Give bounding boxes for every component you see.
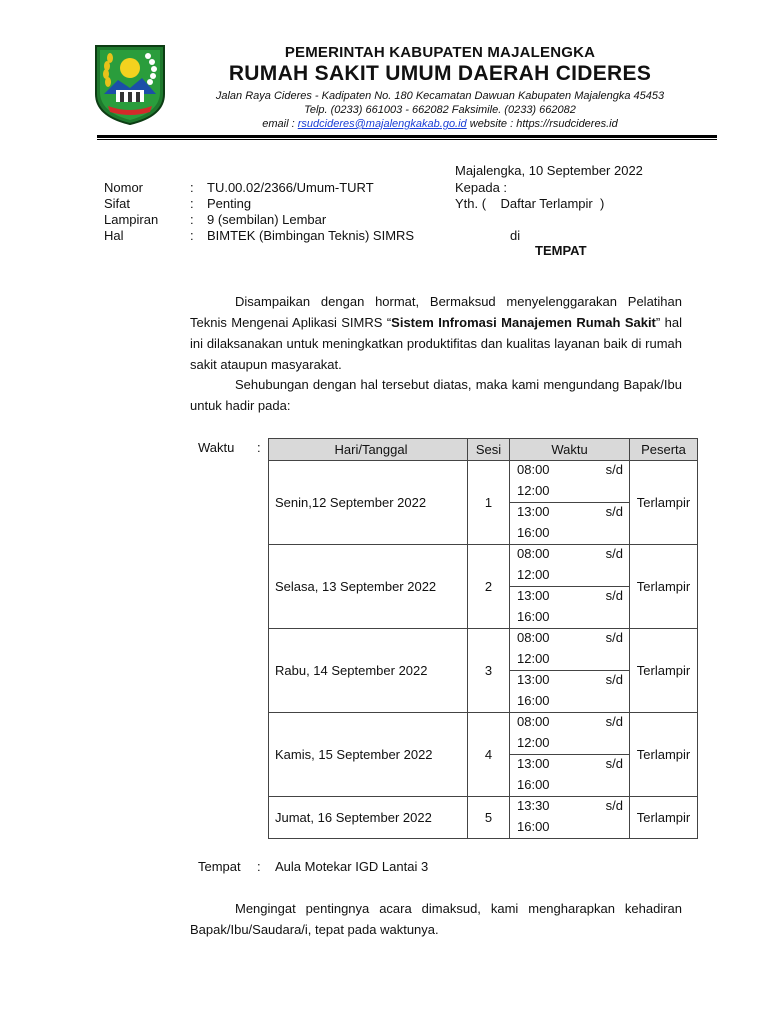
slot-end: 12:00	[517, 567, 550, 582]
meta-label: Sifat	[104, 196, 131, 211]
header-hari-tanggal: Hari/Tanggal	[269, 439, 468, 461]
slot-end: 16:00	[517, 609, 550, 624]
slot-start: 08:00	[517, 630, 550, 645]
slot-start: 13:30	[517, 798, 550, 813]
tempat-heading: TEMPAT	[535, 243, 587, 258]
row-peserta: Terlampir	[630, 713, 698, 797]
time-slot	[510, 502, 629, 544]
meta-value: Penting	[207, 196, 252, 211]
email-link[interactable]: rsudcideres@majalengkakab.go.id	[297, 118, 467, 130]
slot-start: 13:00	[517, 756, 550, 771]
slot-end: 12:00	[517, 651, 550, 666]
slot-sd: s/d	[605, 546, 623, 561]
venue-colon: :	[257, 859, 261, 874]
time-slot	[510, 797, 629, 838]
venue-label: Tempat	[198, 859, 241, 874]
slot-sd: s/d	[605, 756, 623, 771]
slot-sd: s/d	[605, 462, 623, 477]
table-row	[269, 545, 698, 629]
regency-logo	[90, 42, 170, 126]
paragraph-intro	[190, 291, 682, 375]
time-slot	[510, 545, 629, 586]
header-peserta: Peserta	[630, 439, 698, 461]
table-row	[269, 713, 698, 797]
table-row	[269, 629, 698, 713]
time-slot	[510, 713, 629, 754]
letter-date: Majalengka, 10 September 2022	[455, 163, 643, 178]
hospital-contact	[180, 117, 700, 131]
header-divider-thin	[97, 139, 717, 140]
row-peserta: Terlampir	[630, 797, 698, 839]
government-name: PEMERINTAH KABUPATEN MAJALENGKA	[284, 44, 596, 61]
slot-start: 13:00	[517, 588, 550, 603]
schedule-colon: :	[257, 440, 261, 455]
table-row	[269, 797, 698, 839]
email-prefix: email :	[262, 118, 298, 130]
paragraph-closing: Mengingat pentingnya acara dimaksud, kami mengharapkan kehadiran Bapak/Ibu/Saudara/i, tepat pada waktunya.	[190, 901, 682, 937]
meta-colon: :	[190, 212, 194, 227]
time-slot	[510, 629, 629, 670]
row-peserta: Terlampir	[630, 461, 698, 545]
row-sesi: 4	[468, 713, 510, 797]
time-slot	[510, 586, 629, 628]
row-times	[510, 461, 630, 545]
header-sesi: Sesi	[468, 439, 510, 461]
row-times	[510, 713, 630, 797]
slot-sd: s/d	[605, 504, 623, 519]
time-slot	[510, 670, 629, 712]
row-sesi: 3	[468, 629, 510, 713]
row-times	[510, 629, 630, 713]
row-day: Selasa, 13 September 2022	[269, 545, 468, 629]
row-day: Rabu, 14 September 2022	[269, 629, 468, 713]
row-day: Kamis, 15 September 2022	[269, 713, 468, 797]
meta-value: 9 (sembilan) Lembar	[207, 212, 327, 227]
slot-start: 13:00	[517, 672, 550, 687]
row-times	[510, 545, 630, 629]
intro-text-bold: Sistem Infromasi Manajemen Rumah Sakit	[391, 315, 656, 330]
schedule-table	[268, 438, 698, 839]
hospital-address: Jalan Raya Cideres - Kadipaten No. 180 Kecamatan Dawuan Kabupaten Majalengka 45453	[215, 90, 665, 102]
row-sesi: 1	[468, 461, 510, 545]
row-day: Senin,12 September 2022	[269, 461, 468, 545]
meta-label: Hal	[104, 228, 124, 243]
meta-colon: :	[190, 180, 194, 195]
slot-sd: s/d	[605, 798, 623, 813]
table-header-row	[269, 439, 698, 461]
hospital-name: RUMAH SAKIT UMUM DAERAH CIDERES	[228, 62, 652, 85]
meta-colon: :	[190, 196, 194, 211]
meta-label: Nomor	[104, 180, 144, 195]
slot-start: 13:00	[517, 504, 550, 519]
row-sesi: 5	[468, 797, 510, 839]
header-divider-thick	[97, 135, 717, 138]
row-times	[510, 797, 630, 839]
slot-start: 08:00	[517, 546, 550, 561]
row-sesi: 2	[468, 545, 510, 629]
meta-value: BIMTEK (Bimbingan Teknis) SIMRS	[207, 228, 415, 243]
di-label: di	[510, 228, 521, 243]
header-waktu: Waktu	[510, 439, 630, 461]
regency-emblem-icon	[90, 42, 170, 126]
kepada-label: Kepada :	[455, 180, 508, 195]
paragraph-invitation: Sehubungan dengan hal tersebut diatas, maka kami mengundang Bapak/Ibu untuk hadir pada:	[190, 377, 682, 413]
slot-end: 16:00	[517, 777, 550, 792]
row-peserta: Terlampir	[630, 629, 698, 713]
row-peserta: Terlampir	[630, 545, 698, 629]
slot-end: 12:00	[517, 735, 550, 750]
hospital-phone: Telp. (0233) 661003 - 662082 Faksimile. (0233) 662082	[304, 104, 576, 116]
meta-value: TU.00.02/2366/Umum-TURT	[207, 180, 374, 195]
slot-start: 08:00	[517, 462, 550, 477]
letterhead	[180, 42, 700, 131]
slot-sd: s/d	[605, 672, 623, 687]
slot-end: 16:00	[517, 693, 550, 708]
slot-sd: s/d	[605, 714, 623, 729]
meta-colon: :	[190, 228, 194, 243]
time-slot	[510, 461, 629, 502]
schedule-label: Waktu	[198, 440, 235, 455]
slot-end: 16:00	[517, 819, 550, 834]
table-row	[269, 461, 698, 545]
website-text: website : https://rsudcideres.id	[466, 118, 618, 130]
intro-text-b: ” hal ini dilaksanakan untuk meningkatkan produktifitas dan kualitas layanan baik di rumah sakit ataupun masyarakat.	[190, 315, 682, 372]
intro-text-a: Disampaikan dengan hormat, Bermaksud menyelenggarakan Pelatihan Teknis Mengenai Aplikasi SIMRS “	[190, 294, 682, 330]
meta-label: Lampiran	[104, 212, 159, 227]
time-slot	[510, 754, 629, 796]
slot-end: 16:00	[517, 525, 550, 540]
slot-end: 12:00	[517, 483, 550, 498]
venue-value: Aula Motekar IGD Lantai 3	[275, 859, 429, 874]
row-day: Jumat, 16 September 2022	[269, 797, 468, 839]
slot-start: 08:00	[517, 714, 550, 729]
slot-sd: s/d	[605, 588, 623, 603]
slot-sd: s/d	[605, 630, 623, 645]
recipient-yth: Yth. ( Daftar Terlampir )	[455, 196, 605, 211]
